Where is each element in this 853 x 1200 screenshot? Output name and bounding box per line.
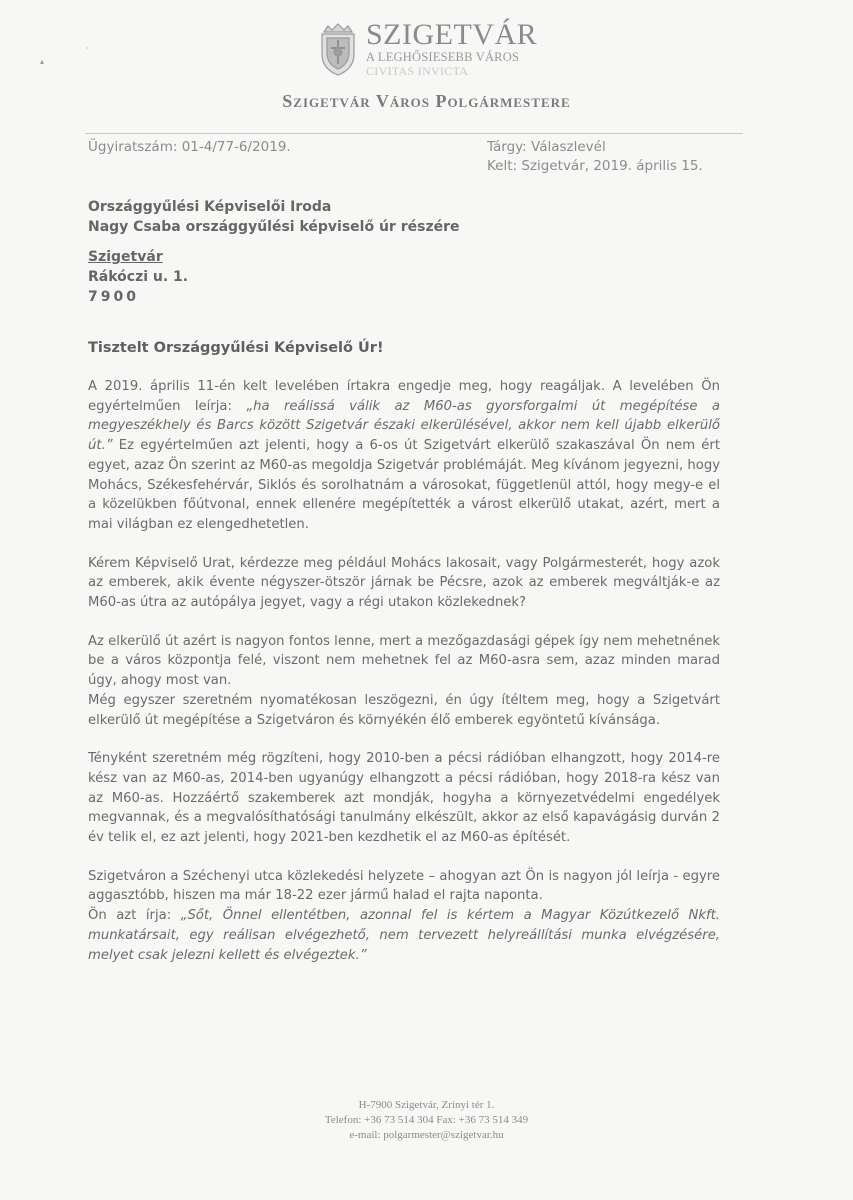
quote: „Sőt, Önnel ellentétben, azonnal fel is kértem a Magyar Közútkezelő Nkft. munkatársait, egy reálisan elvégezhető, nem tervezett helyreállítási munka elvégzésére, melyet csak jelezni kellett és elvégeztek.” [88, 908, 720, 963]
paragraph-1: A 2019. április 11-én kelt levelében írtakra engedje meg, hogy reagáljak. A levelében Ön egyértelműen leírja: „ha reálissá válik az M60-as gyorsforgalmi út megépítése a megyeszékhely és Barcs között Szigetvár északi elkerülésével, akkor nem kell újabb elkerülő út.” Ez egyértelműen azt jelenti, hogy a 6-os út Szigetvárt elkerülő szakaszával Ön nem ért egyet, azaz Ön szerint az M60-as megoldja Szigetvár problémáját. Meg kívánom jegyezni, hogy Mohács, Székesfehérvár, Siklós és sorolhatnám a városokat, függetlenül attól, hogy megy-e el a közelükben főútvonal, ennek ellenére megépítették a várost elkerülő utakat, azért, mert a mai világban ez elengedhetetlen. [88, 379, 721, 532]
coat-of-arms-icon [316, 22, 360, 76]
city-motto: A LEGHŐSIESEBB VÁROS [366, 50, 520, 64]
office-title: Szigetvár Város Polgármestere [282, 91, 571, 111]
recipient-name: Nagy Csaba országgyűlési képviselő úr részére [88, 219, 460, 235]
footer-address: H-7900 Szigetvár, Zrínyi tér 1. [358, 1099, 495, 1111]
scan-speck: · [86, 44, 89, 53]
city-name: SZIGETVÁR [366, 18, 538, 51]
subject: Tárgy: Válaszlevél [487, 139, 606, 155]
recipient-street: Rákóczi u. 1. [88, 269, 189, 285]
case-number: Ügyiratszám: 01-4/77-6/2019. [88, 139, 291, 155]
recipient-postcode: 7900 [88, 289, 139, 305]
footer-phone: Telefon: +36 73 514 304 Fax: +36 73 514 349 [324, 1114, 529, 1126]
paragraph-2: Kérem Képviselő Urat, kérdezze meg például Mohács lakosait, vagy Polgármesterét, hogy azok az emberek, akik évente négyszer-ötször járnak be Pécsre, azok az emberek megváltják-e az M60-as útra az autópálya jegyet, vagy a régi utakon közlekednek? [88, 555, 720, 611]
paragraph-4: Még egyszer szeretném nyomatékosan leszögezni, én úgy ítéltem meg, hogy a Szigetvárt elkerülő út megépítése a Szigetváron és környékén élő emberek egyöntetű kívánsága. [88, 692, 720, 728]
header-divider [85, 133, 743, 134]
scan-speck: ▴ [40, 57, 45, 66]
letterhead-logo [316, 20, 537, 78]
letter-footer [0, 1098, 853, 1143]
paragraph-7: Ön azt írja: „Sőt, Önnel ellentétben, azonnal fel is kértem a Magyar Közútkezelő Nkft. munkatársait, egy reálisan elvégezhető, nem tervezett helyreállítási munka elvégzésére, melyet csak jelezni kellett és elvégeztek.” [88, 908, 720, 963]
recipient-address [88, 197, 460, 307]
letter-date: Kelt: Szigetvár, 2019. április 15. [487, 158, 703, 174]
salutation: Tisztelt Országgyűlési Képviselő Úr! [88, 340, 384, 356]
letter-body [88, 377, 720, 984]
paragraph-6: Szigetváron a Széchenyi utca közlekedési helyzete – ahogyan azt Ön is nagyon jól leírja - egyre aggasztóbb, hiszen ma már 18-22 ezer jármű halad el rajta naponta. [88, 868, 720, 904]
quote: „ha reálissá válik az M60-as gyorsforgalmi út megépítése a megyeszékhely és Barcs között Szigetvár északi elkerülésével, akkor nem kell újabb elkerülő út.” [88, 398, 721, 454]
paragraph-3: Az elkerülő út azért is nagyon fontos lenne, mert a mezőgazdasági gépek így nem mehetnének be a város központja felé, viszont nem mehetnek fel az M60-asra sem, azaz minden marad úgy, ahogy most van. [88, 633, 720, 689]
recipient-office: Országgyűlési Képviselői Iroda [88, 199, 332, 215]
footer-email: e-mail: polgarmester@szigetvar.hu [349, 1129, 504, 1141]
city-latin-motto: CIVITAS INVICTA [366, 64, 469, 78]
paragraph-5: Tényként szeretném még rögzíteni, hogy 2010-ben a pécsi rádióban elhangzott, hogy 2014-re kész van az M60-as, 2014-ben ugyanúgy elhangzott a pécsi rádióban, hogy 2018-ra kész van az M60-as. Hozzáértő szakemberek azt mondják, hogyha a környezetvédelmi engedélyek megvannak, és a megvalósíthatósági tanulmány elkészült, akkor az első kapavágásig durván 2 év telik el, ez azt jelenti, hogy 2021-ben kezdhetik el az M60-as építését. [88, 751, 720, 846]
recipient-city: Szigetvár [88, 249, 163, 265]
